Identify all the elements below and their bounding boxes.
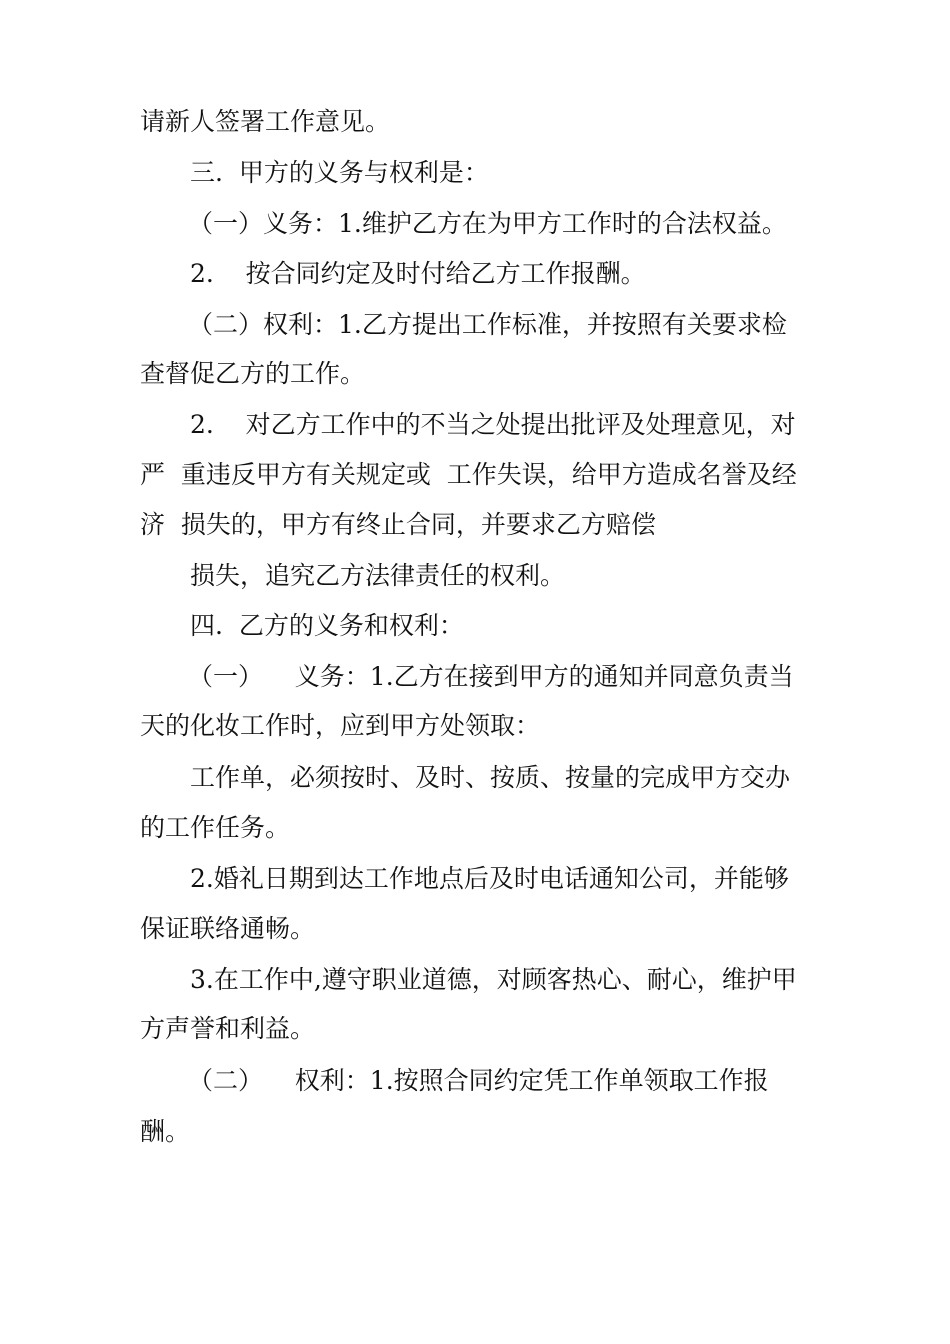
text-line: 2. 按合同约定及时付给乙方工作报酬。: [190, 259, 646, 288]
text-line: 请新人签署工作意见。: [140, 107, 391, 136]
text-line: 2. 对乙方工作中的不当之处提出批评及处理意见，对: [190, 410, 796, 439]
text-line: 酬。: [140, 1117, 191, 1146]
text-line: 方声誉和利益。: [140, 1014, 316, 1043]
text-line: 工作单，必须按时、及时、按质、按量的完成甲方交办: [190, 763, 791, 792]
text-line: 天的化妆工作时，应到甲方处领取：: [140, 711, 541, 740]
text-line: （一）义务：1.维护乙方在为甲方工作时的合法权益。: [188, 209, 787, 238]
text-line: （一） 义务：1.乙方在接到甲方的通知并同意负责当: [188, 662, 794, 691]
text-line: （二） 权利：1.按照合同约定凭工作单领取工作报: [188, 1066, 769, 1095]
text-line: 3.在工作中,遵守职业道德，对顾客热心、耐心，维护甲: [190, 965, 797, 994]
text-line: 2.婚礼日期到达工作地点后及时电话通知公司，并能够: [190, 864, 789, 893]
section-heading: 三. 甲方的义务与权利是：: [190, 158, 489, 187]
text-line: 查督促乙方的工作。: [140, 359, 366, 388]
text-line: 损失，追究乙方法律责任的权利。: [190, 561, 566, 590]
text-line: 的工作任务。: [140, 813, 291, 842]
text-line: （二）权利：1.乙方提出工作标准，并按照有关要求检: [188, 310, 787, 339]
text-line: 保证联络通畅。: [140, 914, 316, 943]
text-line: 济 损失的，甲方有终止合同，并要求乙方赔偿: [140, 510, 656, 539]
section-heading: 四. 乙方的义务和权利：: [190, 611, 464, 640]
text-line: 严 重违反甲方有关规定或 工作失误，给甲方造成名誉及经: [140, 460, 797, 489]
